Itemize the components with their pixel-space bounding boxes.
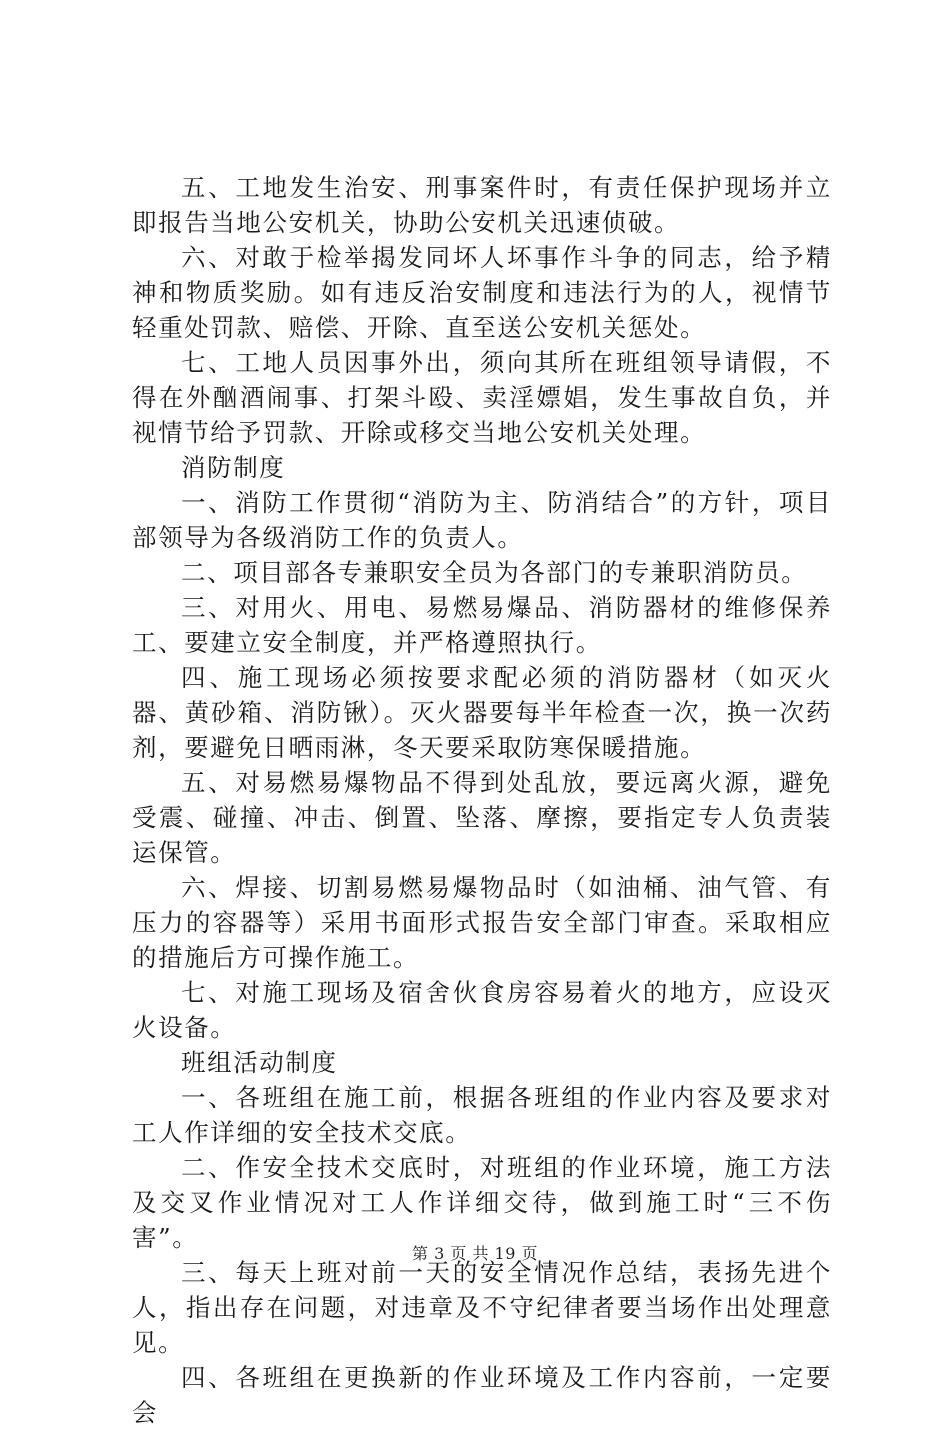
paragraph: 七、工地人员因事外出，须向其所在班组领导请假，不得在外酗酒闹事、打架斗殴、卖淫嫖娼，发生事故自负，并视情节给予罚款、开除或移交当地公安机关处理。 (132, 348, 832, 447)
paragraph: 一、消防工作贯彻“消防为主、防消结合”的方针，项目部领导为各级消防工作的负责人。 (132, 488, 832, 552)
paragraph: 七、对施工现场及宿舍伙食房容易着火的地方，应设灭火设备。 (132, 978, 832, 1042)
paragraph: 三、对用火、用电、易燃易爆品、消防器材的维修保养工、要建立安全制度，并严格遵照执行。 (132, 593, 832, 657)
paragraph: 六、焊接、切割易燃易爆物品时（如油桶、油气管、有压力的容器等）采用书面形式报告安全部门审查。采取相应的措施后方可操作施工。 (132, 873, 832, 972)
paragraph: 六、对敢于检举揭发同坏人坏事作斗争的同志，给予精神和物质奖励。如有违反治安制度和违法行为的人，视情节轻重处罚款、赔偿、开除、直至送公安机关惩处。 (132, 243, 832, 342)
paragraph: 五、工地发生治安、刑事案件时，有责任保护现场并立即报告当地公安机关，协助公安机关迅速侦破。 (132, 173, 832, 237)
paragraph: 五、对易燃易爆物品不得到处乱放，要远离火源，避免受震、碰撞、冲击、倒置、坠落、摩擦，要指定专人负责装运保管。 (132, 768, 832, 867)
page-number-footer: 第 3 页 共 19 页 (412, 1244, 538, 1263)
paragraph: 一、各班组在施工前，根据各班组的作业内容及要求对工人作详细的安全技术交底。 (132, 1083, 832, 1147)
paragraph: 四、施工现场必须按要求配必须的消防器材（如灭火器、黄砂箱、消防锹）。灭火器要每半年检查一次，换一次药剂，要避免日晒雨淋，冬天要采取防寒保暖措施。 (132, 663, 832, 762)
section-heading-fire-safety: 消防制度 (181, 453, 286, 482)
document-body (132, 170, 832, 1430)
paragraph: 三、每天上班对前一天的安全情况作总结，表扬先进个人，指出存在问题，对违章及不守纪律者要当场作出处理意见。 (132, 1258, 832, 1357)
section-heading-team-activities: 班组活动制度 (181, 1048, 338, 1077)
paragraph: 二、项目部各专兼职安全员为各部门的专兼职消防员。 (181, 558, 808, 587)
paragraph: 二、作安全技术交底时，对班组的作业环境，施工方法及交叉作业情况对工人作详细交待，做到施工时“三不伤害”。 (132, 1153, 832, 1252)
paragraph: 四、各班组在更换新的作业环境及工作内容前，一定要会 (132, 1363, 832, 1427)
